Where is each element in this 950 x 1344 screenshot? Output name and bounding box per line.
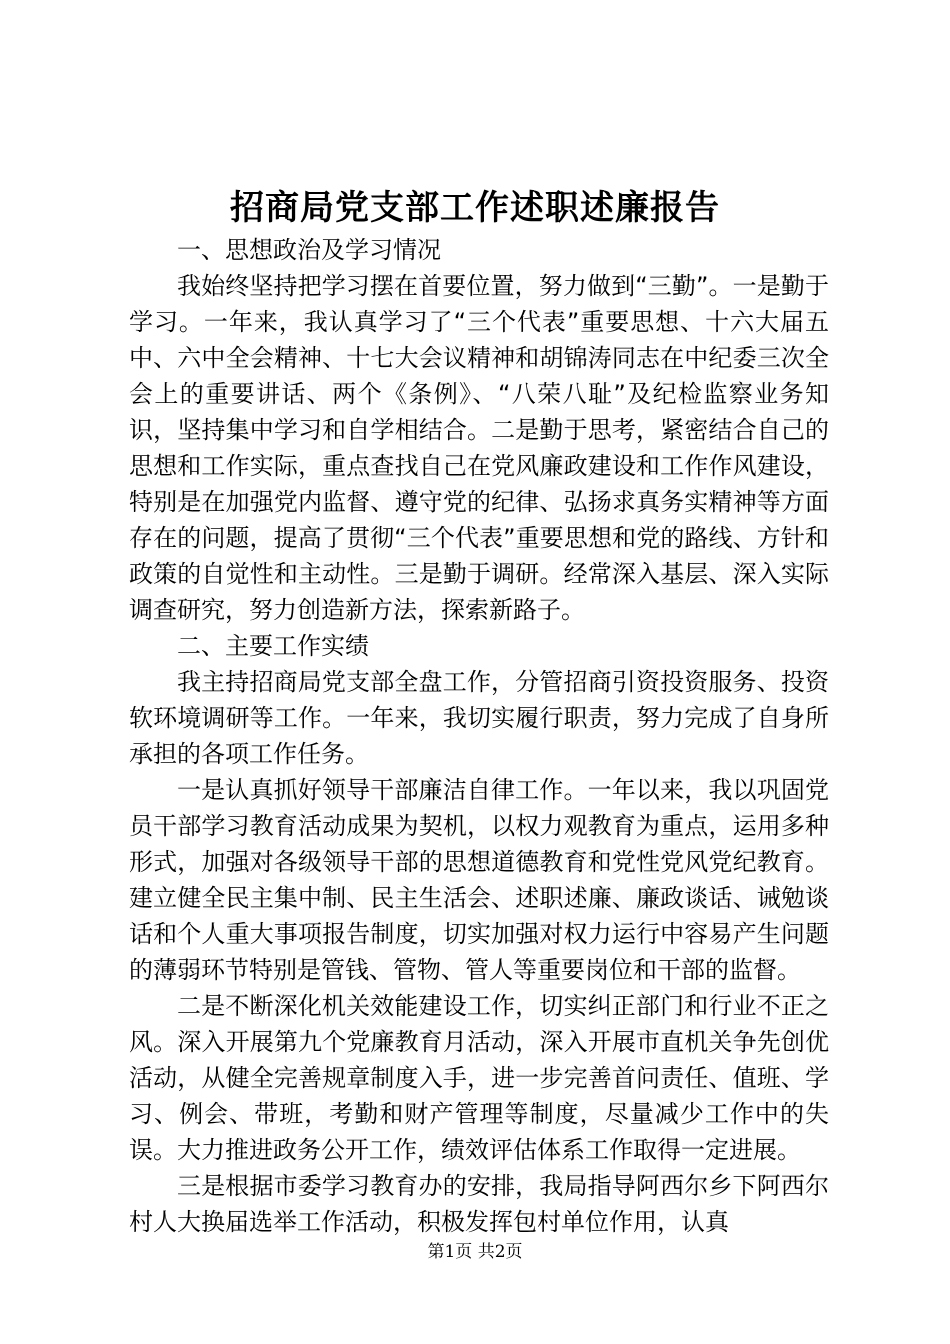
document-body bbox=[129, 232, 829, 1240]
page-footer: 第1页 共2页 bbox=[427, 1242, 523, 1262]
paragraph-point-1: 一是认真抓好领导干部廉洁自律工作。一年以来，我以巩固党员干部学习教育活动成果为契机，以权力观教育为重点，运用多种形式，加强对各级领导干部的思想道德教育和党性党风党纪教育。建立健全民主集中制、民主生活会、述职述廉、廉政谈话、诫勉谈话和个人重大事项报告制度，切实加强对权力运行中容易产生问题的薄弱环节特别是管钱、管物、管人等重要岗位和干部的监督。 bbox=[129, 776, 829, 984]
paragraph-duties: 我主持招商局党支部全盘工作，分管招商引资投资服务、投资软环境调研等工作。一年来，我切实履行职责，努力完成了自身所承担的各项工作任务。 bbox=[129, 668, 829, 768]
section-heading-1: 一、思想政治及学习情况 bbox=[177, 236, 441, 264]
paragraph-study: 我始终坚持把学习摆在首要位置，努力做到“三勤”。一是勤于学习。一年来，我认真学习了“三个代表”重要思想、十六大届五中、六中全会精神、十七大会议精神和胡锦涛同志在中纪委三次全会上的重要讲话、两个《条例》、“八荣八耻”及纪检监察业务知识，坚持集中学习和自学相结合。二是勤于思考，紧密结合自己的思想和工作实际，重点查找自己在党风廉政建设和工作作风建设，特别是在加强党内监督、遵守党的纪律、弘扬求真务实精神等方面存在的问题，提高了贯彻“三个代表”重要思想和党的路线、方针和政策的自觉性和主动性。三是勤于调研。经常深入基层、深入实际调查研究，努力创造新方法，探索新路子。 bbox=[129, 272, 829, 624]
document-title: 招商局党支部工作述职述廉报告 bbox=[230, 188, 720, 228]
paragraph-point-3: 三是根据市委学习教育办的安排，我局指导阿西尔乡下阿西尔村人大换届选举工作活动，积极发挥包村单位作用，认真 bbox=[129, 1172, 829, 1236]
section-heading-2: 二、主要工作实绩 bbox=[177, 632, 369, 660]
paragraph-point-2: 二是不断深化机关效能建设工作，切实纠正部门和行业不正之风。深入开展第九个党廉教育月活动，深入开展市直机关争先创优活动，从健全完善规章制度入手，进一步完善首问责任、值班、学习、例会、带班，考勤和财产管理等制度，尽量减少工作中的失误。大力推进政务公开工作，绩效评估体系工作取得一定进展。 bbox=[129, 992, 829, 1164]
